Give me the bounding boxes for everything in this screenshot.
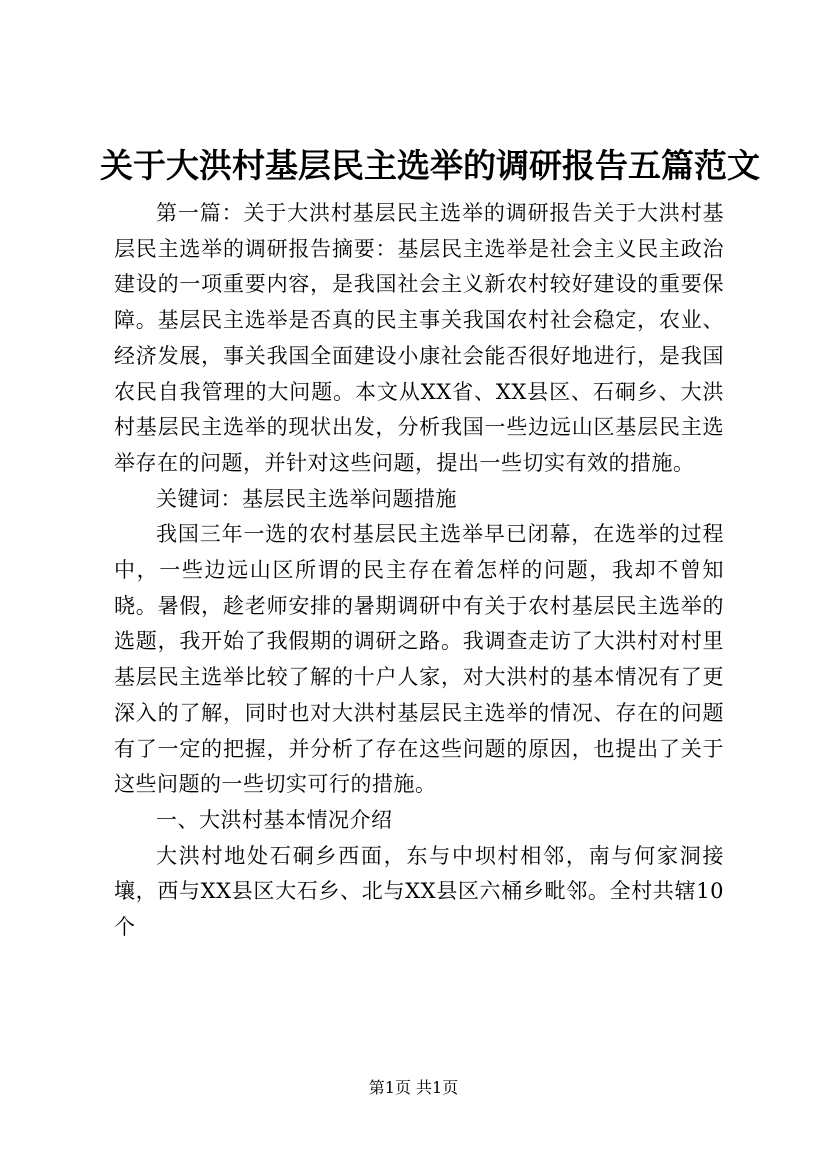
paragraph-village-info: 大洪村地处石硐乡西面，东与中坝村相邻，南与何家洞接壤，西与XX县区大石乡、北与XX县区六桶乡毗邻。全村共辖10个: [114, 843, 724, 940]
section-heading: 一、大洪村基本情况介绍: [156, 807, 393, 832]
page-number-footer: 第1页 共1页: [368, 1078, 459, 1097]
paragraph-intro: 第一篇：关于大洪村基层民主选举的调研报告关于大洪村基层民主选举的调研报告摘要：基层民主选举是社会主义民主政治建设的一项重要内容，是我国社会主义新农村较好建设的重要保障。基层民主选举是否真的民主事关我国农村社会稳定，农业、经济发展，事关我国全面建设小康社会能否很好地进行，是我国农民自我管理的大问题。本文从XX省、XX县区、石硐乡、大洪村基层民主选举的现状出发，分析我国一些边远山区基层民主选举存在的问题，并针对这些问题，提出一些切实有效的措施。: [114, 201, 724, 475]
document-title: 关于大洪村基层民主选举的调研报告五篇范文: [100, 146, 760, 185]
paragraph-background: 我国三年一选的农村基层民主选举早已闭幕，在选举的过程中，一些边远山区所谓的民主存在着怎样的问题，我却不曾知晓。暑假，趁老师安排的暑期调研中有关于农村基层民主选举的选题，我开始了我假期的调研之路。我调查走访了大洪村对村里基层民主选举比较了解的十户人家，对大洪村的基本情况有了更深入的了解，同时也对大洪村基层民主选举的情况、存在的问题有了一定的把握，并分析了存在这些问题的原因，也提出了关于这些问题的一些切实可行的措施。: [114, 522, 724, 797]
document-body: [114, 196, 724, 946]
paragraph-keywords: 关键词：基层民主选举问题措施: [156, 486, 457, 511]
